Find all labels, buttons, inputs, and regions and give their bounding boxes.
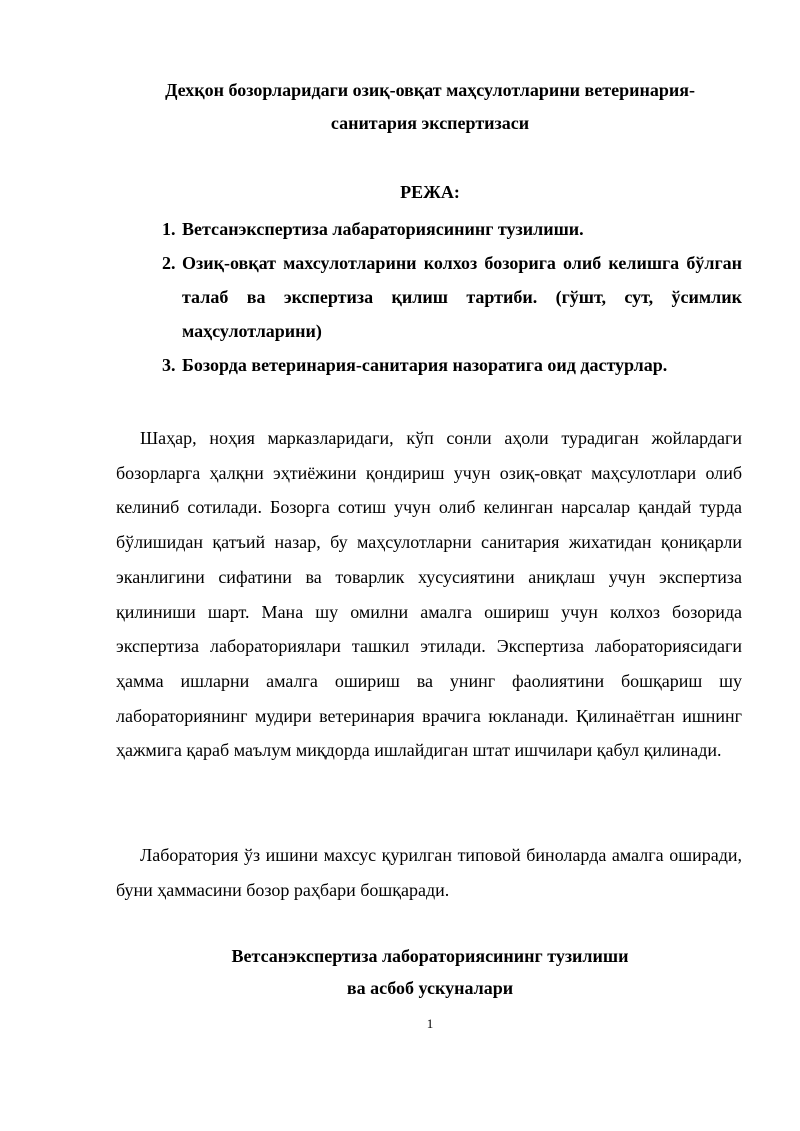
plan-list bbox=[162, 212, 742, 382]
body-paragraph-2: Лаборатория ўз ишини махсус қурилган типовой биноларда амалга оширади, буни ҳаммасини бозор раҳбари бошқаради. bbox=[116, 845, 742, 900]
plan-item-text: Ветсанэкспертиза лабараториясининг тузилиши. bbox=[182, 219, 584, 239]
plan-item-number: 2. bbox=[162, 253, 176, 273]
title-line-1: Дехқон бозорларидаги озиқ-овқат маҳсулотларини ветеринария- bbox=[165, 80, 695, 100]
plan-item-text: Озиқ-овқат махсулотларини колхоз бозорига олиб келишга бўлган талаб ва экспертиза қилиш тартиби. (гўшт, сут, ўсимлик маҳсулотларини) bbox=[182, 253, 742, 341]
plan-item bbox=[162, 212, 742, 246]
plan-item bbox=[162, 348, 742, 382]
subheading-line-1: Ветсанэкспертиза лабораториясининг тузилиши bbox=[231, 946, 629, 966]
plan-item-number: 3. bbox=[162, 355, 176, 375]
plan-item bbox=[162, 246, 742, 348]
body-paragraph-1: Шаҳар, ноҳия марказларидаги, кўп сонли аҳоли турадиган жойлардаги бозорларга ҳалқни эҳтиёжини қондириш учун озиқ-овқат маҳсулотлари олиб келиниб сотилади. Бозорга сотиш учун олиб келинган нарсалар қандай турда бўлишидан қатъий назар, бу маҳсулотларни санитария жихатидан қониқарли эканлигини сифатини ва товарлик хусусиятини аниқлаш учун экспертиза қилиниши шарт. Мана шу омилни амалга ошириш учун колхоз бозорида экспертиза лабораториялари ташкил этилади. Экспертиза лабораториясидаги ҳамма ишларни амалга ошириш ва унинг фаолиятини бошқариш шу лабораториянинг мудири ветеринария врачига юкланади. Қилинаётган ишнинг ҳажмига қараб маълум миқдорда ишлайдиган штат ишчилари қабул қилинади. bbox=[116, 428, 742, 761]
plan-heading: РЕЖА: bbox=[400, 182, 460, 202]
plan-item-number: 1. bbox=[162, 219, 176, 239]
document-title bbox=[110, 74, 750, 140]
subheading-line-2: ва асбоб ускуналари bbox=[346, 978, 514, 998]
page-number: 1 bbox=[426, 1016, 434, 1031]
title-line-2: санитария экспертизаси bbox=[330, 113, 530, 133]
plan-item-text: Бозорда ветеринария-санитария назоратига оид дастурлар. bbox=[182, 355, 668, 375]
section-subheading bbox=[110, 940, 750, 1004]
